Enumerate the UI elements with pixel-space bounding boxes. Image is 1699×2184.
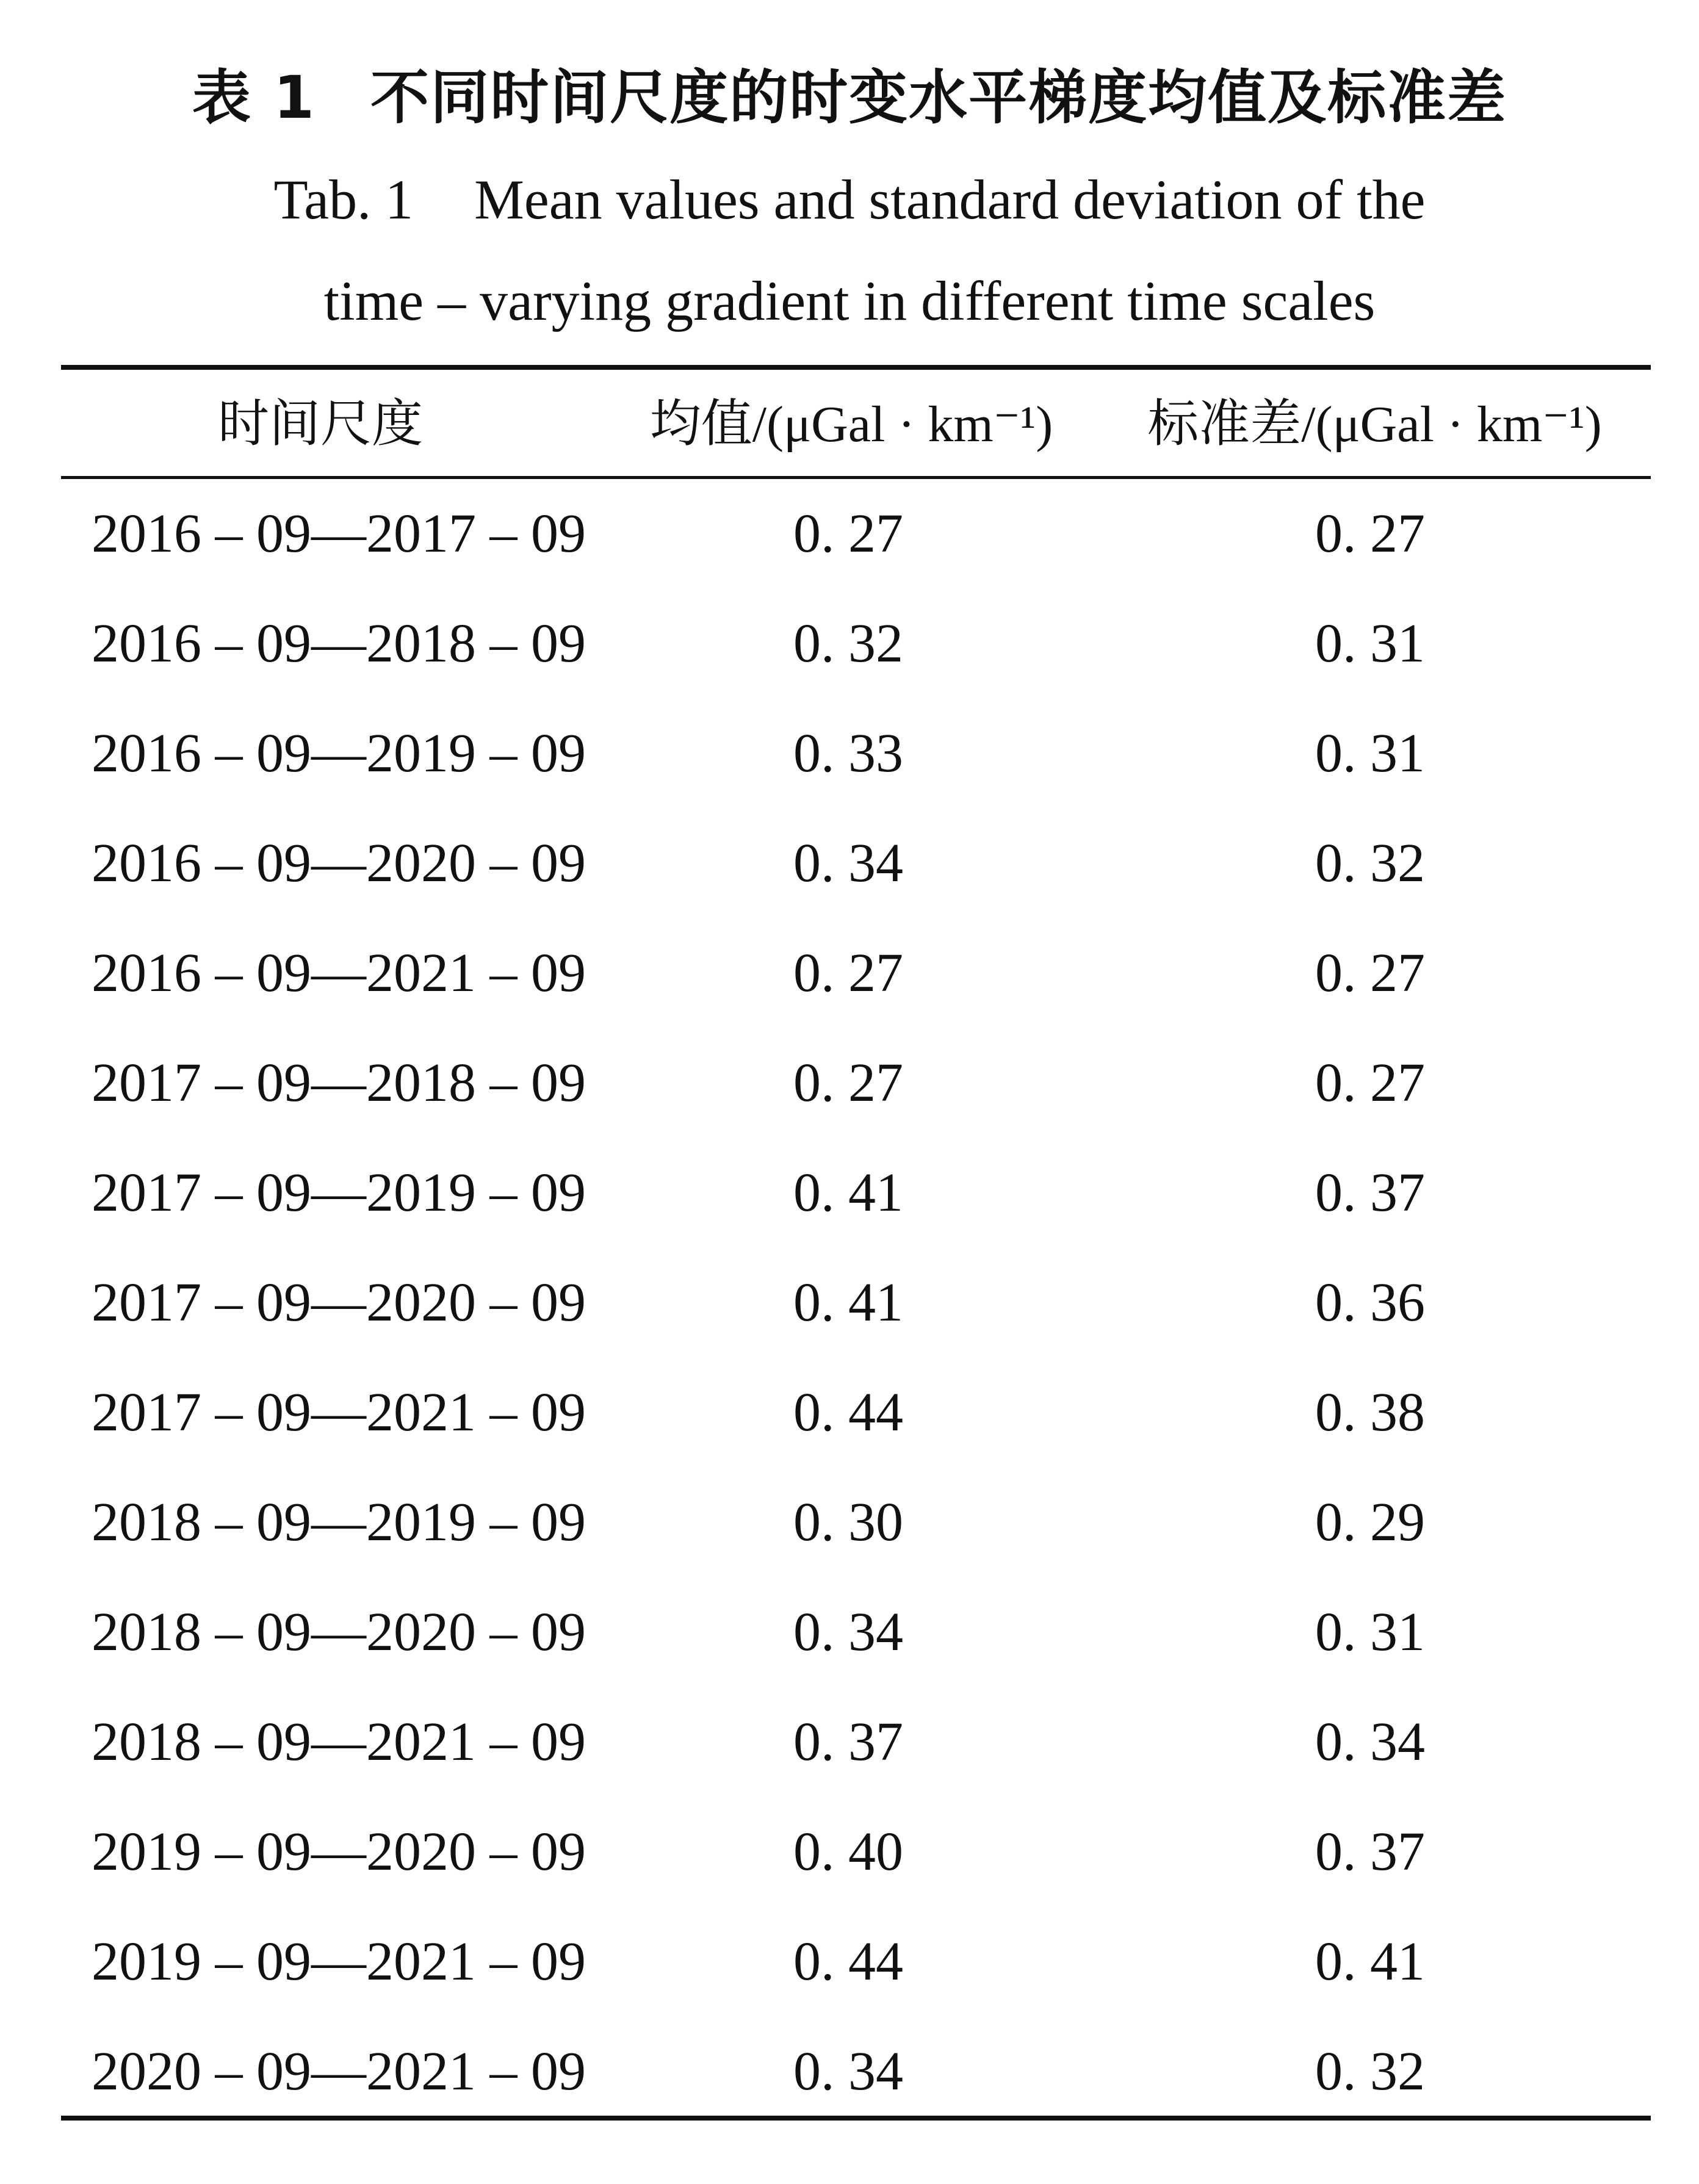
- cell-mean: 0. 44: [793, 1931, 903, 1992]
- table-caption-chinese: [0, 58, 1699, 137]
- cell-mean: 0. 34: [793, 1602, 903, 1662]
- cell-std-dev: 0. 38: [1315, 1382, 1425, 1443]
- table-bottom-rule: [61, 2116, 1651, 2121]
- cell-std-dev: 0. 27: [1315, 943, 1425, 1003]
- table-row: [0, 809, 1699, 918]
- table-body: [0, 479, 1699, 2127]
- table-header-row: [0, 376, 1699, 474]
- cell-std-dev: 0. 36: [1315, 1272, 1425, 1333]
- table-row: [0, 589, 1699, 699]
- table-row: [0, 1248, 1699, 1358]
- caption-label-english: Tab. 1: [273, 168, 414, 231]
- cell-mean: 0. 30: [793, 1492, 903, 1552]
- cell-std-dev: 0. 37: [1315, 1162, 1425, 1223]
- table-row: [0, 2017, 1699, 2127]
- table-row: [0, 1577, 1699, 1687]
- cell-time-scale: 2016 – 09—2019 – 09: [92, 723, 586, 784]
- cell-std-dev: 0. 31: [1315, 613, 1425, 674]
- cell-std-dev: 0. 27: [1315, 503, 1425, 564]
- cell-time-scale: 2016 – 09—2018 – 09: [92, 613, 586, 674]
- caption-label-chinese: 表 1: [192, 63, 316, 132]
- cell-std-dev: 0. 31: [1315, 723, 1425, 784]
- cell-mean: 0. 37: [793, 1712, 903, 1772]
- table-row: [0, 699, 1699, 809]
- cell-time-scale: 2018 – 09—2019 – 09: [92, 1492, 586, 1552]
- cell-std-dev: 0. 37: [1315, 1822, 1425, 1882]
- table-row: [0, 1797, 1699, 1907]
- header-mean: 均值/(μGal · km⁻¹): [649, 396, 1053, 453]
- cell-std-dev: 0. 27: [1315, 1053, 1425, 1113]
- cell-time-scale: 2017 – 09—2018 – 09: [92, 1053, 586, 1113]
- cell-mean: 0. 41: [793, 1162, 903, 1223]
- cell-std-dev: 0. 32: [1315, 833, 1425, 893]
- table-caption-english-line-1: [0, 160, 1699, 239]
- cell-mean: 0. 44: [793, 1382, 903, 1443]
- table-row: [0, 1028, 1699, 1138]
- table-row: [0, 479, 1699, 589]
- cell-time-scale: 2016 – 09—2017 – 09: [92, 503, 586, 564]
- cell-mean: 0. 34: [793, 2041, 903, 2102]
- table-top-rule: [61, 365, 1651, 370]
- cell-time-scale: 2019 – 09—2020 – 09: [92, 1822, 586, 1882]
- cell-time-scale: 2020 – 09—2021 – 09: [92, 2041, 586, 2102]
- cell-mean: 0. 40: [793, 1822, 903, 1882]
- cell-time-scale: 2019 – 09—2021 – 09: [92, 1931, 586, 1992]
- cell-time-scale: 2018 – 09—2020 – 09: [92, 1602, 586, 1662]
- cell-mean: 0. 33: [793, 723, 903, 784]
- cell-mean: 0. 27: [793, 503, 903, 564]
- caption-text-english-1: Mean values and standard deviation of the: [474, 168, 1426, 231]
- cell-time-scale: 2017 – 09—2021 – 09: [92, 1382, 586, 1443]
- table-row: [0, 1358, 1699, 1468]
- cell-mean: 0. 27: [793, 1053, 903, 1113]
- cell-std-dev: 0. 32: [1315, 2041, 1425, 2102]
- cell-time-scale: 2016 – 09—2020 – 09: [92, 833, 586, 893]
- table-row: [0, 1687, 1699, 1797]
- cell-mean: 0. 34: [793, 833, 903, 893]
- cell-mean: 0. 27: [793, 943, 903, 1003]
- cell-time-scale: 2016 – 09—2021 – 09: [92, 943, 586, 1003]
- table-row: [0, 1468, 1699, 1577]
- cell-time-scale: 2017 – 09—2020 – 09: [92, 1272, 586, 1333]
- table-row: [0, 1907, 1699, 2017]
- cell-time-scale: 2017 – 09—2019 – 09: [92, 1162, 586, 1223]
- caption-text-english-2: time – varying gradient in different time scales: [323, 270, 1376, 332]
- cell-std-dev: 0. 29: [1315, 1492, 1425, 1552]
- table-row: [0, 918, 1699, 1028]
- cell-std-dev: 0. 31: [1315, 1602, 1425, 1662]
- cell-mean: 0. 41: [793, 1272, 903, 1333]
- table-row: [0, 1138, 1699, 1248]
- cell-time-scale: 2018 – 09—2021 – 09: [92, 1712, 586, 1772]
- cell-std-dev: 0. 41: [1315, 1931, 1425, 1992]
- cell-mean: 0. 32: [793, 613, 903, 674]
- header-std-dev: 标准差/(μGal · km⁻¹): [1147, 396, 1602, 453]
- table-caption-english-line-2: [0, 261, 1699, 341]
- cell-std-dev: 0. 34: [1315, 1712, 1425, 1772]
- caption-text-chinese: 不同时间尺度的时变水平梯度均值及标准差: [370, 63, 1507, 132]
- header-time-scale: 时间尺度: [217, 396, 423, 453]
